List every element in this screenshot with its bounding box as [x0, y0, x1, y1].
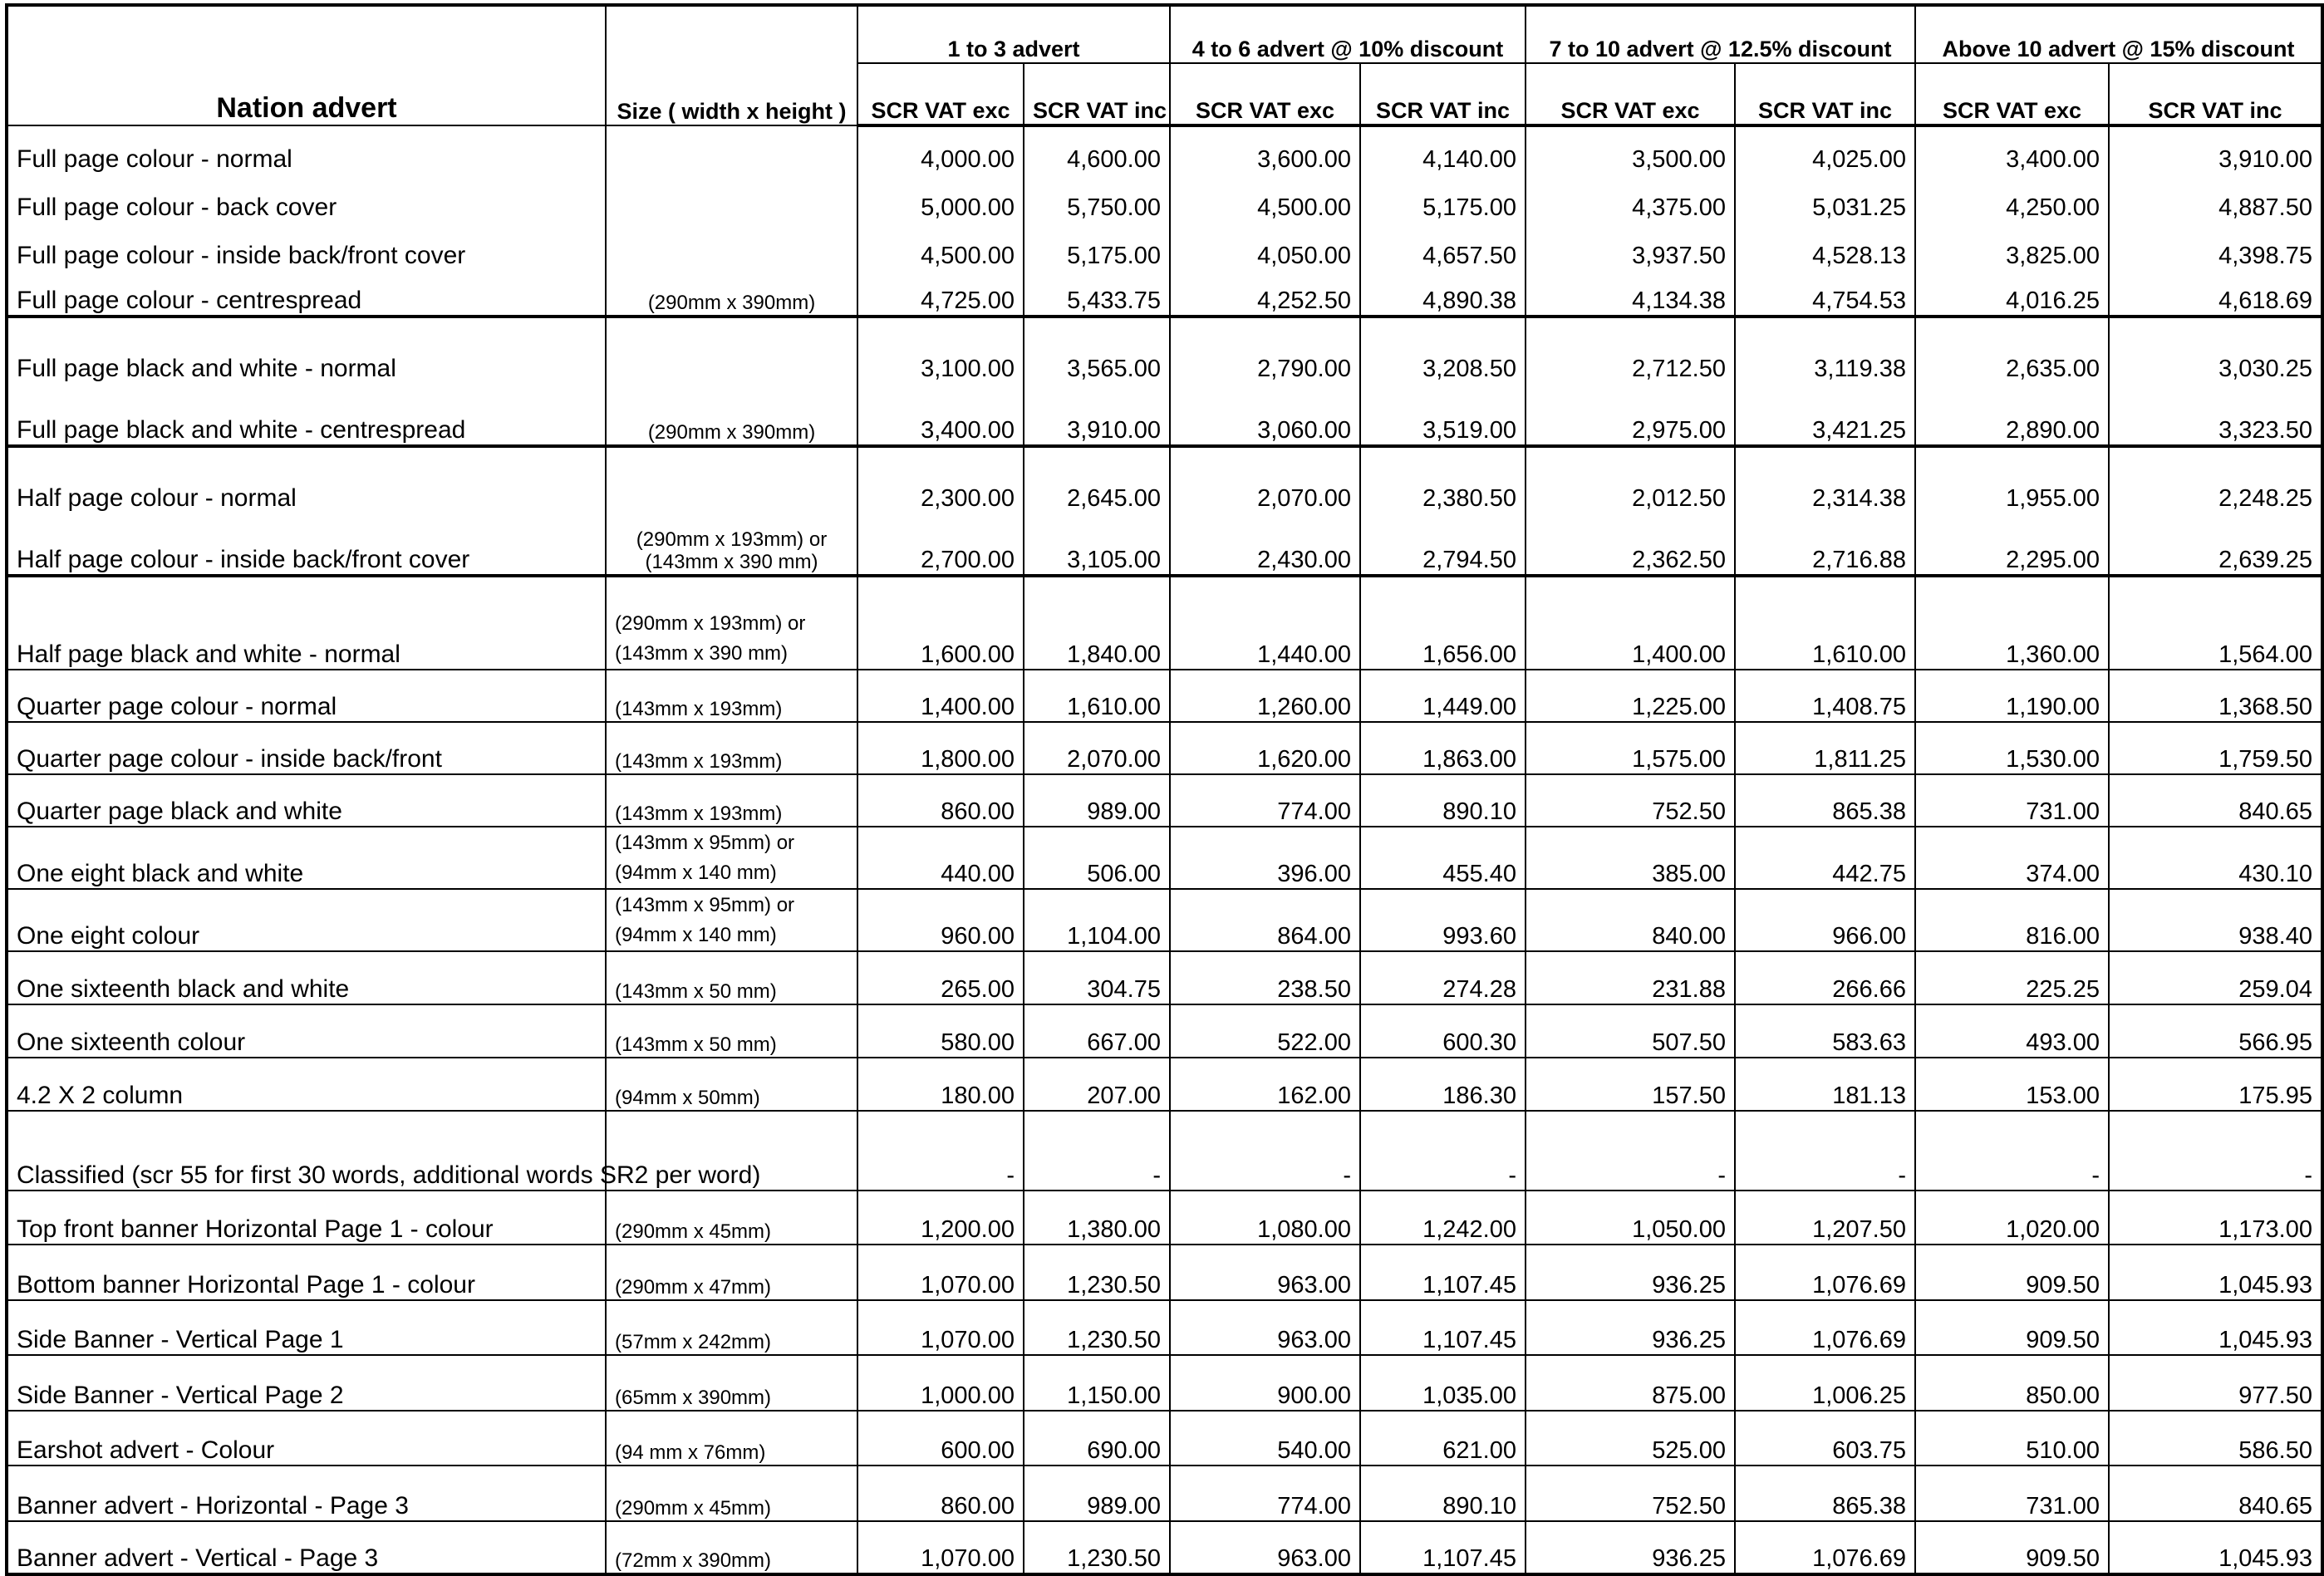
advert-type: Full page colour - back cover [7, 174, 606, 222]
price-vat-exc: 600.00 [857, 1411, 1024, 1466]
price-vat-inc: 890.10 [1360, 1466, 1526, 1521]
advert-rate-table [5, 3, 2324, 1576]
price-vat-exc: 2,295.00 [1915, 513, 2109, 576]
price-vat-exc: 4,050.00 [1170, 222, 1360, 270]
price-vat-exc: - [1170, 1111, 1360, 1191]
price-vat-inc: 2,248.25 [2109, 446, 2322, 513]
price-vat-inc: 4,657.50 [1360, 222, 1526, 270]
table-row [7, 174, 2322, 222]
price-vat-inc: 3,323.50 [2109, 383, 2322, 446]
price-vat-exc: 4,134.38 [1526, 270, 1735, 317]
price-vat-exc: 963.00 [1170, 1245, 1360, 1300]
vat-inc-header: SCR VAT inc [1735, 63, 1915, 125]
price-vat-inc: 4,025.00 [1735, 125, 1915, 174]
price-vat-inc: 1,863.00 [1360, 722, 1526, 774]
advert-size: (143mm x 95mm) or (94mm x 140 mm) [606, 827, 857, 889]
price-vat-inc: 274.28 [1360, 951, 1526, 1004]
table-row [7, 1004, 2322, 1058]
price-vat-inc: 5,750.00 [1024, 174, 1170, 222]
price-vat-inc: 1,045.93 [2109, 1300, 2322, 1355]
advert-type: Classified (scr 55 for first 30 words, additional words SR2 per word) [7, 1111, 606, 1191]
advert-type: Full page black and white - centrespread [7, 383, 606, 446]
price-vat-exc: 1,400.00 [857, 670, 1024, 722]
price-vat-exc: 162.00 [1170, 1058, 1360, 1111]
price-vat-exc: 4,375.00 [1526, 174, 1735, 222]
price-vat-exc: 225.25 [1915, 951, 2109, 1004]
price-vat-exc: 960.00 [857, 889, 1024, 951]
price-vat-exc: 1,000.00 [857, 1355, 1024, 1411]
price-vat-inc: 1,207.50 [1735, 1191, 1915, 1245]
table-row [7, 576, 2322, 670]
price-vat-inc: 1,656.00 [1360, 576, 1526, 670]
price-vat-inc: 4,140.00 [1360, 125, 1526, 174]
advert-size: (290mm x 193mm) or (143mm x 390 mm) [606, 446, 857, 576]
price-vat-exc: 936.25 [1526, 1300, 1735, 1355]
price-vat-exc: 1,050.00 [1526, 1191, 1735, 1245]
price-vat-exc: 731.00 [1915, 1466, 2109, 1521]
advert-type: Side Banner - Vertical Page 2 [7, 1355, 606, 1411]
vat-exc-header: SCR VAT exc [1915, 63, 2109, 125]
price-vat-exc: 3,500.00 [1526, 125, 1735, 174]
advert-size: (57mm x 242mm) [606, 1300, 857, 1355]
price-vat-exc: 1,190.00 [1915, 670, 2109, 722]
price-vat-inc: 3,910.00 [2109, 125, 2322, 174]
price-vat-inc: 566.95 [2109, 1004, 2322, 1058]
price-vat-exc: 4,250.00 [1915, 174, 2109, 222]
price-vat-exc: 3,400.00 [1915, 125, 2109, 174]
price-vat-exc: - [1915, 1111, 2109, 1191]
price-vat-exc: 774.00 [1170, 1466, 1360, 1521]
price-vat-inc: 4,528.13 [1735, 222, 1915, 270]
tier-header-above-10: Above 10 advert @ 15% discount [1915, 5, 2322, 63]
price-vat-exc: 1,600.00 [857, 576, 1024, 670]
advert-size: (65mm x 390mm) [606, 1355, 857, 1411]
price-vat-exc: 752.50 [1526, 1466, 1735, 1521]
price-vat-exc: 2,712.50 [1526, 317, 1735, 383]
price-vat-exc: 522.00 [1170, 1004, 1360, 1058]
table-row [7, 317, 2322, 383]
price-vat-exc: 2,300.00 [857, 446, 1024, 513]
price-vat-inc: 259.04 [2109, 951, 2322, 1004]
price-vat-inc: 977.50 [2109, 1355, 2322, 1411]
price-vat-exc: 4,725.00 [857, 270, 1024, 317]
price-vat-inc: 2,794.50 [1360, 513, 1526, 576]
advert-size: (72mm x 390mm) [606, 1521, 857, 1574]
advert-size: (143mm x 193mm) [606, 670, 857, 722]
advert-type: Quarter page colour - inside back/front [7, 722, 606, 774]
price-vat-inc: 506.00 [1024, 827, 1170, 889]
table-row [7, 670, 2322, 722]
price-vat-exc: 909.50 [1915, 1521, 2109, 1574]
price-vat-exc: 1,955.00 [1915, 446, 2109, 513]
price-vat-exc: 374.00 [1915, 827, 2109, 889]
advert-size: (94mm x 50mm) [606, 1058, 857, 1111]
price-vat-exc: 860.00 [857, 1466, 1024, 1521]
price-vat-inc: 1,150.00 [1024, 1355, 1170, 1411]
advert-type: Earshot advert - Colour [7, 1411, 606, 1466]
price-vat-exc: 1,200.00 [857, 1191, 1024, 1245]
price-vat-exc: 900.00 [1170, 1355, 1360, 1411]
price-vat-inc: 442.75 [1735, 827, 1915, 889]
price-vat-inc: 1,811.25 [1735, 722, 1915, 774]
price-vat-exc: 909.50 [1915, 1245, 2109, 1300]
price-vat-inc: 865.38 [1735, 1466, 1915, 1521]
price-vat-inc: 865.38 [1735, 774, 1915, 827]
price-vat-exc: 580.00 [857, 1004, 1024, 1058]
price-vat-inc: 993.60 [1360, 889, 1526, 951]
price-vat-inc: 181.13 [1735, 1058, 1915, 1111]
price-vat-exc: 510.00 [1915, 1411, 2109, 1466]
tier-header-1-3: 1 to 3 advert [857, 5, 1170, 63]
price-vat-inc: 2,716.88 [1735, 513, 1915, 576]
table-row [7, 1111, 2322, 1191]
price-vat-exc: 507.50 [1526, 1004, 1735, 1058]
table-row [7, 1355, 2322, 1411]
price-vat-inc: 1,610.00 [1735, 576, 1915, 670]
advert-type: Full page black and white - normal [7, 317, 606, 383]
table-row [7, 1245, 2322, 1300]
price-vat-exc: 396.00 [1170, 827, 1360, 889]
advert-size: (143mm x 95mm) or (94mm x 140 mm) [606, 889, 857, 951]
price-vat-inc: 1,564.00 [2109, 576, 2322, 670]
advert-type: One sixteenth colour [7, 1004, 606, 1058]
price-vat-exc: 860.00 [857, 774, 1024, 827]
price-vat-exc: 2,890.00 [1915, 383, 2109, 446]
advert-size: (290mm x 193mm) or (143mm x 390 mm) [606, 576, 857, 670]
price-vat-inc: 1,107.45 [1360, 1300, 1526, 1355]
price-vat-inc: 966.00 [1735, 889, 1915, 951]
advert-type: One sixteenth black and white [7, 951, 606, 1004]
price-vat-inc: 840.65 [2109, 774, 2322, 827]
price-vat-inc: 989.00 [1024, 1466, 1170, 1521]
price-vat-inc: 1,242.00 [1360, 1191, 1526, 1245]
price-vat-inc: 1,045.93 [2109, 1521, 2322, 1574]
advert-type: Half page colour - inside back/front cover [7, 513, 606, 576]
price-vat-exc: 3,060.00 [1170, 383, 1360, 446]
price-vat-inc: 586.50 [2109, 1411, 2322, 1466]
price-vat-inc: 938.40 [2109, 889, 2322, 951]
price-vat-inc: 1,840.00 [1024, 576, 1170, 670]
advert-size: (290mm x 390mm) [606, 317, 857, 446]
price-vat-exc: 1,070.00 [857, 1300, 1024, 1355]
price-vat-inc: 3,910.00 [1024, 383, 1170, 446]
price-vat-exc: - [857, 1111, 1024, 1191]
price-vat-inc: 3,119.38 [1735, 317, 1915, 383]
price-vat-inc: 1,076.69 [1735, 1521, 1915, 1574]
price-vat-exc: 180.00 [857, 1058, 1024, 1111]
price-vat-inc: 4,890.38 [1360, 270, 1526, 317]
price-vat-exc: 1,575.00 [1526, 722, 1735, 774]
advert-type: Quarter page black and white [7, 774, 606, 827]
price-vat-inc: 989.00 [1024, 774, 1170, 827]
price-vat-exc: 2,635.00 [1915, 317, 2109, 383]
table-row [7, 1466, 2322, 1521]
price-vat-exc: 963.00 [1170, 1300, 1360, 1355]
price-vat-exc: 4,500.00 [1170, 174, 1360, 222]
price-vat-exc: 3,600.00 [1170, 125, 1360, 174]
price-vat-inc: 1,006.25 [1735, 1355, 1915, 1411]
table-row [7, 951, 2322, 1004]
price-vat-inc: 890.10 [1360, 774, 1526, 827]
price-vat-exc: 2,700.00 [857, 513, 1024, 576]
price-vat-exc: 1,400.00 [1526, 576, 1735, 670]
advert-type: Banner advert - Vertical - Page 3 [7, 1521, 606, 1574]
price-vat-inc: 5,175.00 [1360, 174, 1526, 222]
price-vat-exc: 440.00 [857, 827, 1024, 889]
price-vat-exc: 493.00 [1915, 1004, 2109, 1058]
price-vat-inc: - [2109, 1111, 2322, 1191]
tier-header-4-6: 4 to 6 advert @ 10% discount [1170, 5, 1526, 63]
price-vat-exc: 2,070.00 [1170, 446, 1360, 513]
price-vat-exc: 1,260.00 [1170, 670, 1360, 722]
advert-size: (290mm x 390mm) [606, 125, 857, 317]
price-vat-exc: 909.50 [1915, 1300, 2109, 1355]
table-row [7, 827, 2322, 889]
advert-type: Full page colour - centrespread [7, 270, 606, 317]
price-vat-exc: 231.88 [1526, 951, 1735, 1004]
price-vat-inc: 840.65 [2109, 1466, 2322, 1521]
table-row [7, 1521, 2322, 1574]
advert-type: Side Banner - Vertical Page 1 [7, 1300, 606, 1355]
advert-type: Half page colour - normal [7, 446, 606, 513]
advert-size: (143mm x 193mm) [606, 722, 857, 774]
price-vat-exc: 936.25 [1526, 1521, 1735, 1574]
vat-exc-header: SCR VAT exc [857, 63, 1024, 125]
table-row [7, 270, 2322, 317]
price-vat-exc: 840.00 [1526, 889, 1735, 951]
price-vat-exc: 4,000.00 [857, 125, 1024, 174]
advert-type: One eight colour [7, 889, 606, 951]
price-vat-exc: 4,016.25 [1915, 270, 2109, 317]
advert-size: (290mm x 47mm) [606, 1245, 857, 1300]
advert-type: 4.2 X 2 column [7, 1058, 606, 1111]
price-vat-inc: 1,107.45 [1360, 1245, 1526, 1300]
price-vat-inc: 1,610.00 [1024, 670, 1170, 722]
table-title: Nation advert [7, 5, 606, 125]
price-vat-exc: 850.00 [1915, 1355, 2109, 1411]
vat-inc-header: SCR VAT inc [1024, 63, 1170, 125]
price-vat-inc: 2,645.00 [1024, 446, 1170, 513]
price-vat-inc: 3,421.25 [1735, 383, 1915, 446]
price-vat-exc: 1,800.00 [857, 722, 1024, 774]
price-vat-exc: 3,825.00 [1915, 222, 2109, 270]
advert-type: Full page colour - inside back/front cover [7, 222, 606, 270]
price-vat-inc: 266.66 [1735, 951, 1915, 1004]
price-vat-inc: 603.75 [1735, 1411, 1915, 1466]
price-vat-exc: 864.00 [1170, 889, 1360, 951]
advert-size: (143mm x 50 mm) [606, 951, 857, 1004]
table-row [7, 774, 2322, 827]
price-vat-inc: 600.30 [1360, 1004, 1526, 1058]
table-row [7, 513, 2322, 576]
vat-inc-header: SCR VAT inc [2109, 63, 2322, 125]
price-vat-inc: 5,433.75 [1024, 270, 1170, 317]
price-vat-inc: - [1024, 1111, 1170, 1191]
price-vat-inc: 3,565.00 [1024, 317, 1170, 383]
price-vat-exc: 525.00 [1526, 1411, 1735, 1466]
price-vat-inc: 1,035.00 [1360, 1355, 1526, 1411]
vat-exc-header: SCR VAT exc [1526, 63, 1735, 125]
price-vat-inc: 621.00 [1360, 1411, 1526, 1466]
price-vat-inc: 1,173.00 [2109, 1191, 2322, 1245]
advert-type: Half page black and white - normal [7, 576, 606, 670]
price-vat-inc: 207.00 [1024, 1058, 1170, 1111]
price-vat-inc: 4,398.75 [2109, 222, 2322, 270]
price-vat-exc: 1,070.00 [857, 1245, 1024, 1300]
price-vat-exc: 1,080.00 [1170, 1191, 1360, 1245]
advert-type: Quarter page colour - normal [7, 670, 606, 722]
price-vat-inc: 1,104.00 [1024, 889, 1170, 951]
tier-header-7-10: 7 to 10 advert @ 12.5% discount [1526, 5, 1915, 63]
price-vat-inc: 1,759.50 [2109, 722, 2322, 774]
price-vat-inc: 3,208.50 [1360, 317, 1526, 383]
price-vat-inc: 2,380.50 [1360, 446, 1526, 513]
price-vat-inc: 3,519.00 [1360, 383, 1526, 446]
price-vat-exc: 3,100.00 [857, 317, 1024, 383]
price-vat-exc: 1,020.00 [1915, 1191, 2109, 1245]
table-row [7, 1058, 2322, 1111]
price-vat-inc: 4,887.50 [2109, 174, 2322, 222]
advert-size: (143mm x 193mm) [606, 774, 857, 827]
price-vat-inc: 583.63 [1735, 1004, 1915, 1058]
size-column-header: Size ( width x height ) [606, 5, 857, 125]
price-vat-inc: 1,449.00 [1360, 670, 1526, 722]
price-vat-inc: - [1735, 1111, 1915, 1191]
advert-size: (290mm x 45mm) [606, 1191, 857, 1245]
price-vat-exc: 3,937.50 [1526, 222, 1735, 270]
advert-type: Full page colour - normal [7, 125, 606, 174]
price-vat-inc: 5,175.00 [1024, 222, 1170, 270]
price-vat-exc: 936.25 [1526, 1245, 1735, 1300]
advert-type: Top front banner Horizontal Page 1 - colour [7, 1191, 606, 1245]
price-vat-inc: 186.30 [1360, 1058, 1526, 1111]
table-row [7, 722, 2322, 774]
price-vat-exc: 731.00 [1915, 774, 2109, 827]
advert-size: (143mm x 50 mm) [606, 1004, 857, 1058]
price-vat-inc: 304.75 [1024, 951, 1170, 1004]
price-vat-exc: 238.50 [1170, 951, 1360, 1004]
price-vat-exc: 2,012.50 [1526, 446, 1735, 513]
price-vat-inc: 1,368.50 [2109, 670, 2322, 722]
table-row [7, 889, 2322, 951]
price-vat-inc: 1,230.50 [1024, 1300, 1170, 1355]
price-vat-exc: 3,400.00 [857, 383, 1024, 446]
price-vat-inc: 2,639.25 [2109, 513, 2322, 576]
price-vat-inc: 1,230.50 [1024, 1245, 1170, 1300]
price-vat-inc: 1,408.75 [1735, 670, 1915, 722]
price-vat-exc: 774.00 [1170, 774, 1360, 827]
table-row [7, 1411, 2322, 1466]
price-vat-inc: 4,754.53 [1735, 270, 1915, 317]
price-vat-exc: 2,430.00 [1170, 513, 1360, 576]
price-vat-exc: 1,225.00 [1526, 670, 1735, 722]
price-vat-exc: 816.00 [1915, 889, 2109, 951]
price-vat-inc: 1,076.69 [1735, 1245, 1915, 1300]
price-vat-inc: 1,045.93 [2109, 1245, 2322, 1300]
price-vat-exc: - [1526, 1111, 1735, 1191]
price-vat-exc: 963.00 [1170, 1521, 1360, 1574]
price-vat-exc: 752.50 [1526, 774, 1735, 827]
price-vat-inc: 1,107.45 [1360, 1521, 1526, 1574]
price-vat-inc: 3,105.00 [1024, 513, 1170, 576]
advert-size: (290mm x 45mm) [606, 1466, 857, 1521]
price-vat-inc: 1,230.50 [1024, 1521, 1170, 1574]
price-vat-exc: 1,070.00 [857, 1521, 1024, 1574]
table-row [7, 1300, 2322, 1355]
table-row [7, 125, 2322, 174]
price-vat-inc: 2,070.00 [1024, 722, 1170, 774]
price-vat-exc: 153.00 [1915, 1058, 2109, 1111]
price-vat-inc: 455.40 [1360, 827, 1526, 889]
price-vat-exc: 5,000.00 [857, 174, 1024, 222]
table-row [7, 1191, 2322, 1245]
table-row [7, 222, 2322, 270]
price-vat-exc: 157.50 [1526, 1058, 1735, 1111]
price-vat-inc: 667.00 [1024, 1004, 1170, 1058]
table-row [7, 383, 2322, 446]
advert-type: One eight black and white [7, 827, 606, 889]
price-vat-inc: 1,076.69 [1735, 1300, 1915, 1355]
price-vat-exc: 2,790.00 [1170, 317, 1360, 383]
price-vat-exc: 2,975.00 [1526, 383, 1735, 446]
price-vat-exc: 1,440.00 [1170, 576, 1360, 670]
price-vat-inc: - [1360, 1111, 1526, 1191]
price-vat-inc: 4,600.00 [1024, 125, 1170, 174]
price-vat-exc: 1,530.00 [1915, 722, 2109, 774]
price-vat-exc: 4,252.50 [1170, 270, 1360, 317]
price-vat-exc: 540.00 [1170, 1411, 1360, 1466]
advert-type: Bottom banner Horizontal Page 1 - colour [7, 1245, 606, 1300]
price-vat-exc: 1,620.00 [1170, 722, 1360, 774]
advert-size: (94 mm x 76mm) [606, 1411, 857, 1466]
price-vat-inc: 4,618.69 [2109, 270, 2322, 317]
price-vat-exc: 265.00 [857, 951, 1024, 1004]
price-vat-inc: 690.00 [1024, 1411, 1170, 1466]
price-vat-inc: 3,030.25 [2109, 317, 2322, 383]
price-vat-inc: 5,031.25 [1735, 174, 1915, 222]
vat-exc-header: SCR VAT exc [1170, 63, 1360, 125]
price-vat-inc: 175.95 [2109, 1058, 2322, 1111]
price-vat-inc: 430.10 [2109, 827, 2322, 889]
price-vat-exc: 2,362.50 [1526, 513, 1735, 576]
price-vat-exc: 1,360.00 [1915, 576, 2109, 670]
price-vat-inc: 1,380.00 [1024, 1191, 1170, 1245]
table-row [7, 446, 2322, 513]
price-vat-exc: 385.00 [1526, 827, 1735, 889]
price-vat-exc: 4,500.00 [857, 222, 1024, 270]
advert-type: Banner advert - Horizontal - Page 3 [7, 1466, 606, 1521]
price-vat-exc: 875.00 [1526, 1355, 1735, 1411]
price-vat-inc: 2,314.38 [1735, 446, 1915, 513]
vat-inc-header: SCR VAT inc [1360, 63, 1526, 125]
